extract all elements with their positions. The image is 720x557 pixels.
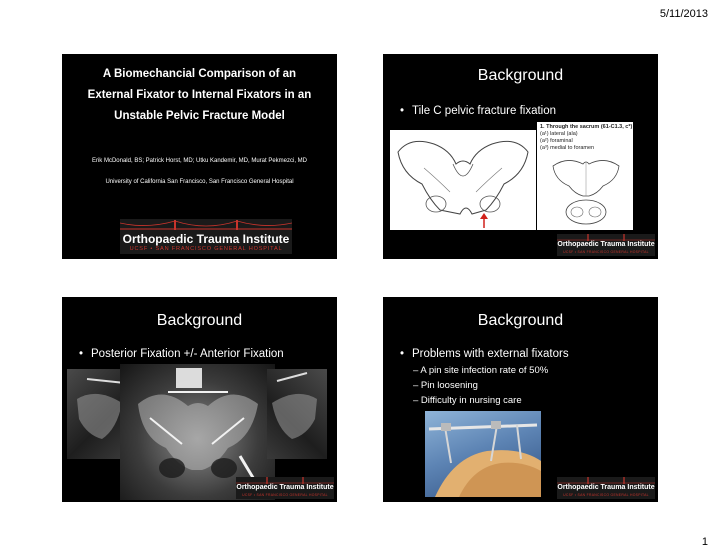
logo-title: Orthopaedic Trauma Institute [557, 241, 655, 248]
sub-bullet-item: – A pin site infection rate of 50% [413, 365, 549, 376]
caption-line-1: 1. Through the sacrum (61-C1.3, c*) [540, 124, 633, 130]
slide-background-tile-c[interactable] [383, 54, 658, 259]
slide-heading: Background [477, 67, 564, 84]
slide-heading: Background [156, 312, 243, 329]
page-number: 1 [701, 536, 708, 548]
institute-logo [120, 219, 292, 254]
logo-title: Orthopaedic Trauma Institute [122, 232, 290, 246]
logo-title: Orthopaedic Trauma Institute [236, 484, 334, 491]
slide-background-external-fixators[interactable] [383, 297, 658, 502]
author-list: Erik McDonald, BS; Patrick Horst, MD; Utku Kandemir, MD, Murat Pekmezci, MD [91, 158, 308, 164]
external-fixator-photo [425, 411, 541, 497]
pelvis-diagram-icon [390, 130, 536, 230]
sacral-fracture-classification [537, 122, 633, 230]
xray-image-icon [267, 369, 327, 459]
bullet-item: • Problems with external fixators [400, 348, 569, 360]
bullet-item: • Tile C pelvic fracture fixation [400, 105, 557, 117]
logo-subtitle: UCSF • SAN FRANCISCO GENERAL HOSPITAL [129, 246, 283, 252]
golden-gate-bridge-icon [120, 219, 292, 233]
caption-line-3: (a²) foraminal [540, 138, 573, 144]
sub-bullet-item: – Difficulty in nursing care [413, 395, 522, 406]
pelvis-drawing [390, 130, 536, 230]
institute-logo [557, 477, 655, 499]
slide-heading: Background [477, 312, 564, 329]
affiliation: University of California San Francisco, San Francisco General Hospital [105, 179, 294, 185]
logo-title: Orthopaedic Trauma Institute [557, 484, 655, 491]
institute-logo [557, 234, 655, 256]
xray-left [67, 369, 127, 459]
presentation-title [72, 64, 327, 127]
xray-right [267, 369, 327, 459]
external-fixator-icon [425, 411, 541, 497]
page-date: 5/11/2013 [659, 8, 708, 20]
institute-logo [236, 477, 334, 499]
pelvis-outline-icon [547, 154, 625, 228]
title-line-1: A Biomechancial Comparison of an [102, 68, 297, 80]
bullet-text: Tile C pelvic fracture fixation [412, 105, 557, 117]
title-line-2: External Fixator to Internal Fixators in an [87, 89, 312, 101]
title-line-3: Unstable Pelvic Fracture Model [114, 110, 285, 122]
bullet-text: Problems with external fixators [412, 348, 569, 360]
caption-line-2: (a¹) lateral (ala) [540, 131, 578, 137]
slide-title-slide[interactable] [62, 54, 337, 259]
classification-caption [540, 124, 632, 152]
logo-subtitle: UCSF • SAN FRANCISCO GENERAL HOSPITAL [563, 493, 649, 497]
slide-background-fixation[interactable] [62, 297, 337, 502]
sub-bullet-item: – Pin loosening [413, 380, 478, 391]
logo-subtitle: UCSF • SAN FRANCISCO GENERAL HOSPITAL [563, 250, 649, 254]
bullet-text: Posterior Fixation +/- Anterior Fixation [91, 348, 284, 360]
xray-image-icon [67, 369, 127, 459]
caption-line-4: (a³) medial to foramen [540, 145, 595, 151]
logo-subtitle: UCSF • SAN FRANCISCO GENERAL HOSPITAL [242, 493, 328, 497]
bullet-item: • Posterior Fixation +/- Anterior Fixation [79, 348, 284, 360]
